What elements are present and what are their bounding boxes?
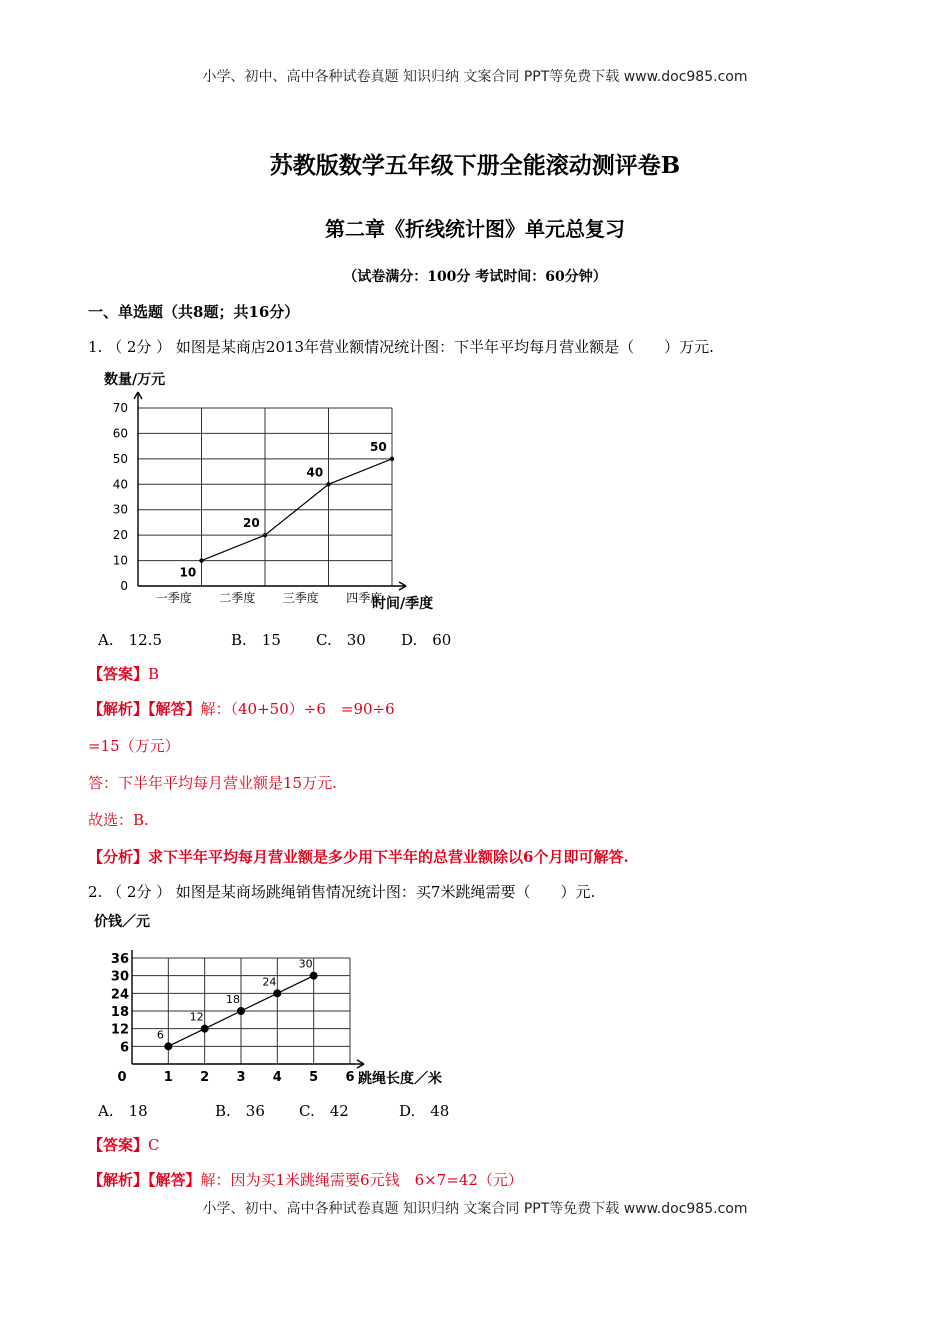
chart-1 bbox=[92, 366, 462, 616]
page-title: 苏教版数学五年级下册全能滚动测评卷B bbox=[269, 152, 681, 179]
chart-2-axes bbox=[132, 950, 364, 1068]
chart-2-y-label: 价钱／元 bbox=[94, 914, 150, 930]
data-label: 10 bbox=[179, 565, 197, 580]
question-2-stem: 2. （ 2分 ） 如图是某商场跳绳销售情况统计图：买7米跳绳需要（ ）元. bbox=[88, 883, 596, 901]
analysis-text: 解：（40+50）÷6 =90÷6 bbox=[200, 700, 395, 718]
section-heading: 一、单选题（共8题；共16分） bbox=[88, 303, 300, 321]
data-label: 6 bbox=[156, 1028, 164, 1042]
option-c[interactable]: C. 42 bbox=[299, 1102, 349, 1120]
chart-1-y-ticks bbox=[113, 401, 128, 593]
chart-2-series bbox=[157, 958, 318, 1051]
option-c[interactable]: C. 30 bbox=[316, 631, 366, 649]
y-tick-label: 50 bbox=[112, 451, 128, 466]
x-tick-label: 5 bbox=[309, 1070, 319, 1085]
option-a[interactable]: A. 18 bbox=[98, 1102, 148, 1120]
chart-1-y-label: 数量/万元 bbox=[104, 372, 166, 388]
question-2-options bbox=[98, 1100, 449, 1121]
y-tick-label: 60 bbox=[112, 426, 128, 441]
data-point bbox=[164, 1042, 172, 1050]
x-tick-label: 三季度 bbox=[282, 591, 319, 605]
data-label: 30 bbox=[298, 957, 313, 971]
chart-2-x-label: 跳绳长度／米 bbox=[358, 1071, 442, 1087]
y-tick-label: 0 bbox=[120, 579, 128, 593]
y-tick-label: 30 bbox=[112, 502, 128, 517]
y-tick-label: 30 bbox=[110, 969, 129, 985]
data-label: 12 bbox=[189, 1010, 204, 1024]
answer-tag: 【答案】 bbox=[88, 1136, 149, 1154]
chart-1-x-label: 时间/季度 bbox=[372, 596, 434, 612]
data-label: 20 bbox=[243, 516, 260, 531]
analysis-tag: 【解析】【解答】 bbox=[88, 1171, 201, 1189]
answer-tag: 【答案】 bbox=[88, 665, 149, 683]
exam-info: （试卷满分：100分 考试时间：60分钟） bbox=[343, 269, 607, 285]
data-point bbox=[237, 1007, 245, 1015]
analysis-1-line2: =15（万元） bbox=[88, 737, 180, 755]
page-subtitle: 第二章《折线统计图》单元总复习 bbox=[325, 217, 625, 241]
x-tick-label: 6 bbox=[345, 1070, 355, 1085]
x-tick-label: 一季度 bbox=[155, 591, 192, 605]
x-tick-label: 二季度 bbox=[219, 591, 256, 605]
analysis-1 bbox=[88, 698, 395, 719]
fenxi-1 bbox=[88, 846, 629, 867]
y-tick-label: 24 bbox=[110, 987, 129, 1003]
chart-2-y-ticks bbox=[111, 952, 129, 1055]
page-header: 小学、初中、高中各种试卷真题 知识归纳 文案合同 PPT等免费下载 www.doc985.com bbox=[202, 69, 748, 85]
data-point bbox=[263, 533, 267, 537]
x-tick-label: 3 bbox=[236, 1070, 246, 1085]
x-tick-label: 四季度 bbox=[346, 591, 383, 605]
y-tick-label: 6 bbox=[119, 1040, 129, 1056]
answer-value: C bbox=[148, 1136, 160, 1154]
analysis-tag: 【解析】【解答】 bbox=[88, 700, 201, 718]
data-label: 24 bbox=[262, 975, 277, 989]
option-b[interactable]: B. 36 bbox=[215, 1102, 265, 1120]
question-1-stem: 1. （ 2分 ） 如图是某商店2013年营业额情况统计图：下半年平均每月营业额是（ ）万元. bbox=[88, 338, 714, 356]
x-tick-label: 4 bbox=[272, 1070, 282, 1085]
option-d[interactable]: D. 48 bbox=[399, 1102, 450, 1120]
analysis-2 bbox=[88, 1169, 523, 1190]
analysis-1-line4: 故选：B. bbox=[88, 811, 149, 829]
y-tick-label: 18 bbox=[110, 1005, 129, 1020]
fenxi-tag: 【分析】 bbox=[88, 848, 149, 866]
analysis-1-line3: 答：下半年平均每月营业额是15万元. bbox=[88, 774, 337, 792]
fenxi-text: 求下半年平均每月营业额是多少用下半年的总营业额除以6个月即可解答. bbox=[148, 848, 629, 866]
y-tick-label: 36 bbox=[110, 952, 129, 967]
x-tick-label: 2 bbox=[200, 1070, 210, 1085]
y-tick-label: 10 bbox=[112, 553, 128, 568]
data-point bbox=[201, 1025, 209, 1033]
option-a[interactable]: A. 12.5 bbox=[98, 631, 162, 649]
chart-1-grid bbox=[138, 408, 392, 586]
data-label: 50 bbox=[370, 439, 387, 454]
data-point bbox=[326, 482, 330, 486]
data-point bbox=[273, 989, 281, 997]
x-tick-label: 0 bbox=[117, 1070, 127, 1085]
data-label: 18 bbox=[226, 993, 240, 1006]
y-tick-label: 12 bbox=[110, 1022, 129, 1038]
y-tick-label: 70 bbox=[112, 401, 128, 415]
option-d[interactable]: D. 60 bbox=[401, 631, 452, 649]
option-b[interactable]: B. 15 bbox=[231, 631, 281, 649]
y-tick-label: 40 bbox=[112, 477, 128, 492]
answer-1 bbox=[88, 663, 159, 684]
y-tick-label: 20 bbox=[112, 528, 128, 543]
chart-1-x-ticks bbox=[156, 590, 383, 605]
x-tick-label: 1 bbox=[163, 1070, 173, 1085]
data-point bbox=[199, 558, 203, 562]
page-footer: 小学、初中、高中各种试卷真题 知识归纳 文案合同 PPT等免费下载 www.doc985.com bbox=[202, 1201, 748, 1217]
answer-value: B bbox=[148, 665, 160, 683]
data-point bbox=[390, 457, 394, 461]
data-point bbox=[310, 972, 318, 980]
chart-2 bbox=[88, 906, 478, 1092]
answer-2 bbox=[88, 1134, 160, 1155]
question-1-options bbox=[98, 629, 451, 650]
analysis-text: 解：因为买1米跳绳需要6元钱 6×7=42（元） bbox=[200, 1171, 523, 1189]
chart-2-x-ticks bbox=[117, 1070, 354, 1085]
data-label: 40 bbox=[306, 465, 324, 480]
